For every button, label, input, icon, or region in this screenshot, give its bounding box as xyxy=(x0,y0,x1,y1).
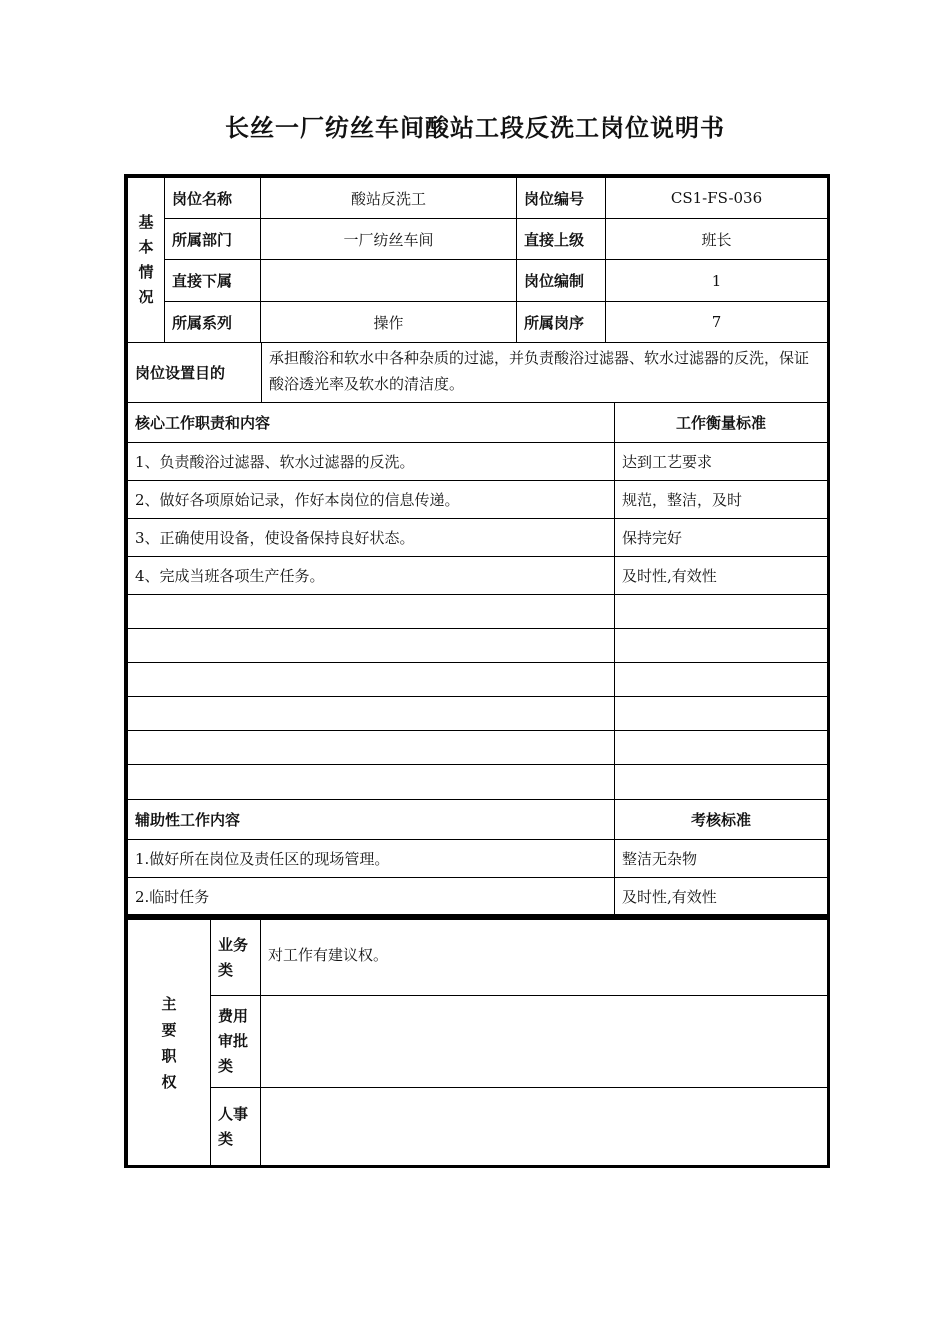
table-row xyxy=(128,697,828,731)
core-standard xyxy=(615,629,828,663)
core-duty xyxy=(128,595,615,629)
table-row xyxy=(128,595,828,629)
series-value: 操作 xyxy=(261,302,517,343)
basic-row xyxy=(128,302,828,343)
page-title: 长丝一厂纺丝车间酸站工段反洗工岗位说明书 xyxy=(225,114,725,142)
core-duty xyxy=(128,663,615,697)
aux-header-left: 辅助性工作内容 xyxy=(128,800,615,840)
series-label: 所属系列 xyxy=(165,302,261,343)
authority-table xyxy=(127,919,828,1166)
core-duty: 2、做好各项原始记录，作好本岗位的信息传递。 xyxy=(128,481,615,519)
authority-text-expense xyxy=(261,996,828,1088)
aux-standard: 及时性,有效性 xyxy=(615,878,828,916)
core-duty: 4、完成当班各项生产任务。 xyxy=(128,557,615,595)
core-standard: 规范，整洁，及时 xyxy=(615,481,828,519)
position-name-value: 酸站反洗工 xyxy=(261,178,517,219)
purpose-text: 承担酸浴和软水中各种杂质的过滤，并负责酸浴过滤器、软水过滤器的反洗，保证酸浴透光率及软水的清洁度。 xyxy=(262,343,828,403)
core-standard xyxy=(615,731,828,765)
basic-row xyxy=(128,178,828,219)
core-header-row xyxy=(128,403,828,443)
table-row xyxy=(128,731,828,765)
aux-duty: 2.临时任务 xyxy=(128,878,615,916)
authority-category-business: 业务 类 xyxy=(211,920,261,996)
department-label: 所属部门 xyxy=(165,219,261,260)
core-duty: 3、正确使用设备，使设备保持良好状态。 xyxy=(128,519,615,557)
core-duty xyxy=(128,731,615,765)
table-row xyxy=(128,629,828,663)
core-standard: 及时性,有效性 xyxy=(615,557,828,595)
direct-superior-label: 直接上级 xyxy=(517,219,606,260)
basic-row xyxy=(128,260,828,302)
subordinate-value xyxy=(261,260,517,302)
core-standard xyxy=(615,663,828,697)
table-row xyxy=(128,878,828,916)
core-duty: 1、负责酸浴过滤器、软水过滤器的反洗。 xyxy=(128,443,615,481)
basic-section-label: 基 本 情 况 xyxy=(128,178,165,343)
position-name-label: 岗位名称 xyxy=(165,178,261,219)
aux-standard: 整洁无杂物 xyxy=(615,840,828,878)
authority-text-personnel xyxy=(261,1088,828,1166)
core-standard xyxy=(615,697,828,731)
table-row xyxy=(128,663,828,697)
core-header-right: 工作衡量标准 xyxy=(615,403,828,443)
headcount-label: 岗位编制 xyxy=(517,260,606,302)
authority-text-business: 对工作有建议权。 xyxy=(261,920,828,996)
aux-header-row xyxy=(128,800,828,840)
position-code-label: 岗位编号 xyxy=(517,178,606,219)
authority-category-personnel: 人事 类 xyxy=(211,1088,261,1166)
subordinate-label: 直接下属 xyxy=(165,260,261,302)
authority-row xyxy=(128,996,828,1088)
aux-duties-table xyxy=(127,799,828,916)
authority-row xyxy=(128,1088,828,1166)
table-row xyxy=(128,443,828,481)
core-standard xyxy=(615,595,828,629)
purpose-label: 岗位设置目的 xyxy=(128,343,262,403)
core-duty xyxy=(128,629,615,663)
rank-label: 所属岗序 xyxy=(517,302,606,343)
table-row xyxy=(128,519,828,557)
purpose-table xyxy=(127,342,828,403)
rank-value: 7 xyxy=(606,302,828,343)
position-code-value: CS1-FS-036 xyxy=(606,178,828,219)
core-standard: 达到工艺要求 xyxy=(615,443,828,481)
table-row xyxy=(128,557,828,595)
core-standard: 保持完好 xyxy=(615,519,828,557)
authority-section-label: 主 要 职 权 xyxy=(128,920,211,1166)
aux-duty: 1.做好所在岗位及责任区的现场管理。 xyxy=(128,840,615,878)
table-row xyxy=(128,765,828,800)
core-duty xyxy=(128,765,615,800)
core-standard xyxy=(615,765,828,800)
department-value: 一厂纺丝车间 xyxy=(261,219,517,260)
table-row xyxy=(128,840,828,878)
core-duties-table xyxy=(127,402,828,800)
table-row xyxy=(128,481,828,519)
aux-header-right: 考核标准 xyxy=(615,800,828,840)
authority-row xyxy=(128,920,828,996)
authority-category-expense: 费用 审批 类 xyxy=(211,996,261,1088)
core-header-left: 核心工作职责和内容 xyxy=(128,403,615,443)
basic-row xyxy=(128,219,828,260)
direct-superior-value: 班长 xyxy=(606,219,828,260)
core-duty xyxy=(128,697,615,731)
headcount-value: 1 xyxy=(606,260,828,302)
basic-info-table xyxy=(127,177,828,343)
